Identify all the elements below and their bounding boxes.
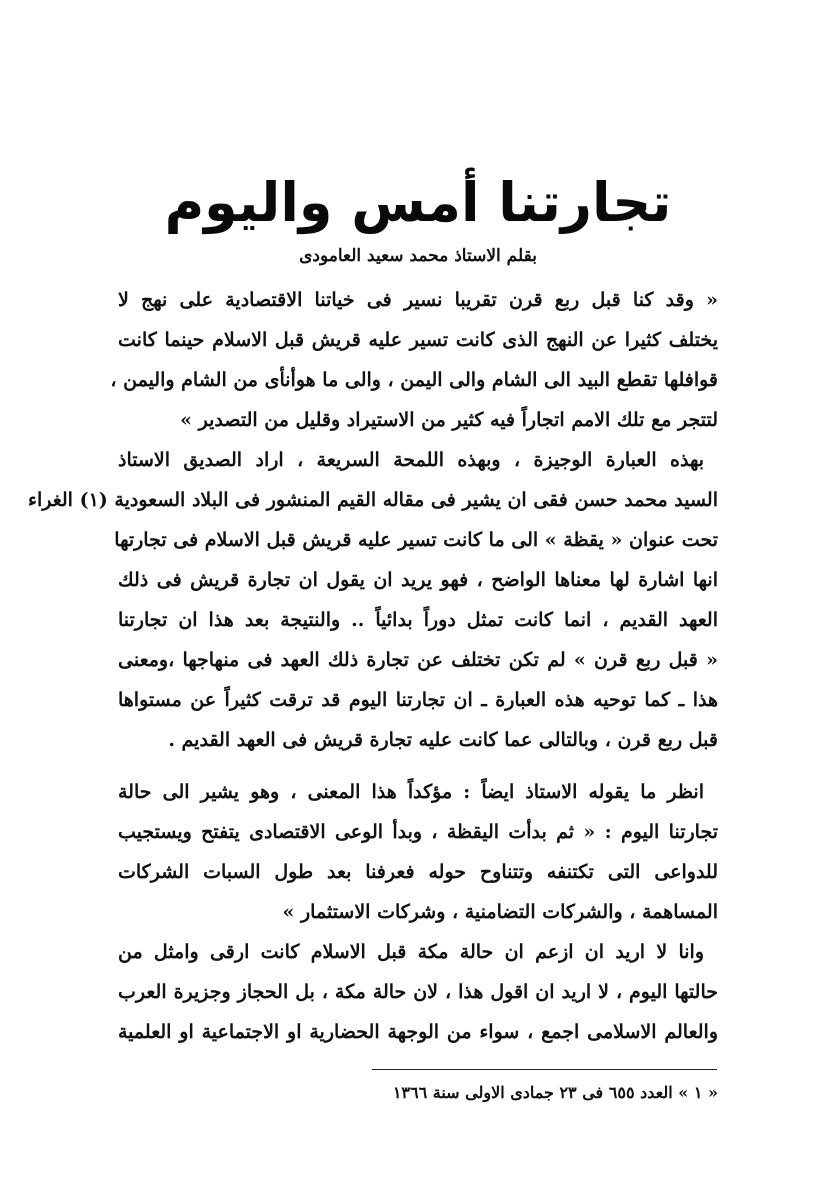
body-line: حالتها اليوم ، لا اريد ان اقول هذا ، لان حالة مكة ، بل الحجاز وجزيرة العرب bbox=[118, 981, 718, 1003]
body-line: قبل ربع قرن ، وبالتالى عما كانت عليه تجارة قريش فى العهد القديم . bbox=[168, 729, 718, 751]
body-line: تجارتنا اليوم : « ثم بدأت اليقظة ، وبدأ الوعى الاقتصادى يتفتح ويستجيب bbox=[118, 821, 718, 843]
body-line: قوافلها تقطع البيد الى الشام والى اليمن ، والى ما هوأنأى من الشام واليمن ، bbox=[110, 369, 718, 391]
body-line: « قبل ربع قرن » لم تكن تختلف عن تجارة ذلك العهد فى منهاجها ،ومعنى bbox=[118, 649, 718, 671]
body-line: بهذه العبارة الوجيزة ، وبهذه اللمحة السريعة ، اراد الصديق الاستاذ bbox=[118, 449, 704, 471]
article-title: تجارتنا أمس واليوم bbox=[164, 171, 672, 234]
body-line: والعالم الاسلامى اجمع ، سواء من الوجهة الحضارية او الاجتماعية او العلمية bbox=[118, 1021, 718, 1043]
body-line: لتتجر مع تلك الامم اتجاراً فيه كثير من الاستيراد وقليل من التصدير » bbox=[180, 409, 718, 431]
body-line: تحت عنوان « يقظة » الى ما كانت تسير عليه قريش قبل الاسلام فى تجارتها bbox=[114, 529, 718, 551]
body-line: هذا ـ كما توحيه هذه العبارة ـ ان تجارتنا اليوم قد ترقت كثيراً عن مستواها bbox=[118, 689, 718, 711]
footnote: « ١ » العدد ٦٥٥ فى ٢٣ جمادى الاولى سنة ١٣٦٦ bbox=[392, 1083, 718, 1102]
body-line: يختلف كثيرا عن النهج الذى كانت تسير عليه قريش قبل الاسلام حينما كانت bbox=[118, 329, 718, 351]
article-byline: بقلم الاستاذ محمد سعيد العامودى bbox=[299, 246, 537, 266]
body-line: انها اشارة لها معناها الواضح ، فهو يريد ان يقول ان تجارة قريش فى ذلك bbox=[118, 569, 718, 591]
paragraph-gap bbox=[118, 760, 718, 772]
footnote-divider bbox=[372, 1069, 717, 1070]
body-line: للدواعى التى تكتنفه وتتناوح حوله فعرفنا بعد طول السبات الشركات bbox=[118, 861, 718, 883]
body-line: انظر ما يقوله الاستاذ ايضاً : مؤكداً هذا المعنى ، وهو يشير الى حالة bbox=[118, 781, 704, 803]
body-line: « وقد كنا قبل ربع قرن تقريبا نسير فى خياتنا الاقتصادية على نهج لا bbox=[118, 289, 718, 311]
body-line: السيد محمد حسن فقى ان يشير فى مقاله القيم المنشور فى البلاد السعودية (١) الغراء bbox=[28, 489, 718, 511]
body-line: وانا لا اريد ان ازعم ان حالة مكة قبل الاسلام كانت ارقى وامثل من bbox=[118, 941, 704, 963]
body-line: العهد القديم ، انما كانت تمثل دوراً بدائياً .. والنتيجة بعد هذا ان تجارتنا bbox=[118, 609, 718, 631]
article-body bbox=[28, 280, 718, 1052]
body-line: المساهمة ، والشركات التضامنية ، وشركات الاستثمار » bbox=[282, 901, 718, 923]
